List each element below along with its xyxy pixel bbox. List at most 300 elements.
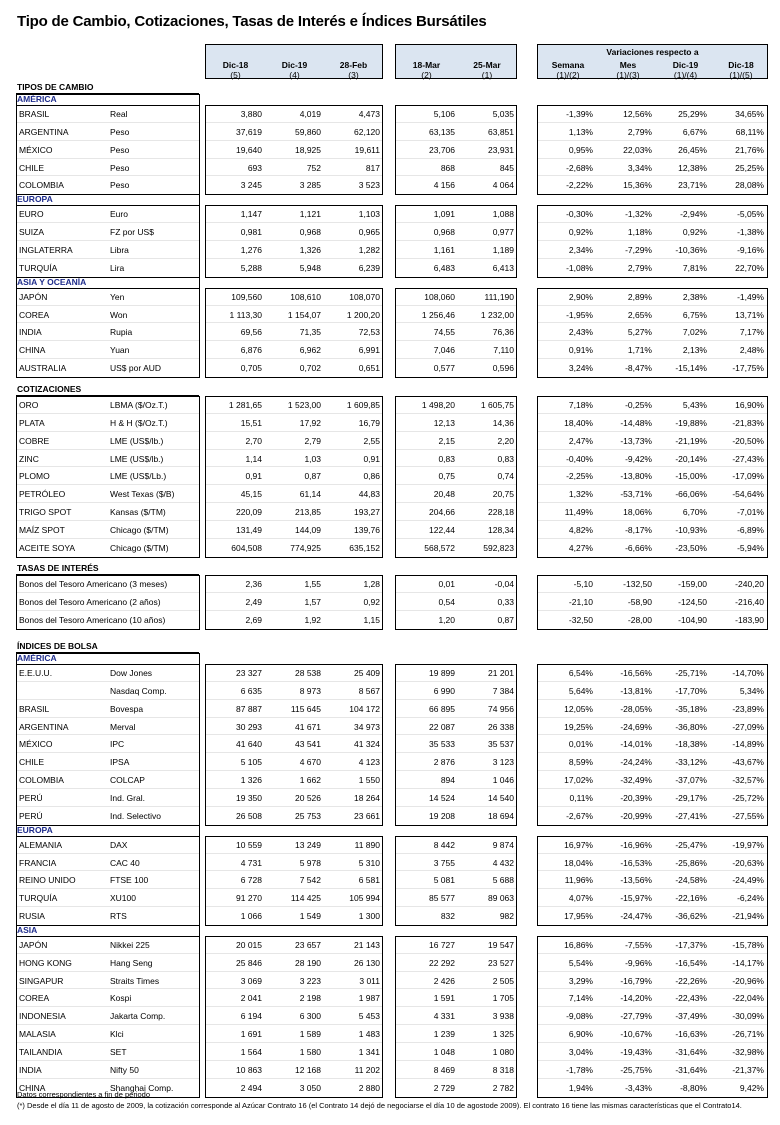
row-value: 4 064 [492,180,514,191]
row-value: -25,47% [675,839,707,850]
var-col-sub: (1)/(5) [729,70,753,80]
row-unit: LME (US$/lb.) [110,435,164,446]
row-value: -3,43% [625,1082,652,1093]
row-name: CHINA [19,345,46,356]
row-value: 25 409 [354,668,380,678]
row-value: -6,66% [625,542,652,553]
row-unit: Nikkei 225 [110,939,150,950]
row-value: 1,121 [299,209,321,220]
row-value: 2,90% [568,291,593,302]
var-col-label: Dic-19 [672,60,699,70]
var-col-sub: (1)/(4) [673,70,698,80]
row-value: 12,56% [623,109,652,119]
row-value: -5,05% [737,209,764,220]
row-value: -30,09% [732,1011,764,1022]
row-value: -5,10 [573,579,593,589]
row-value: 6 300 [299,1011,321,1022]
group-title: ASIA Y OCEANÍA [17,276,87,287]
row-unit: DAX [110,839,128,850]
row-value: 1,20 [438,614,455,625]
row-value: 1 200,20 [346,309,380,320]
row-name: MÉXICO [19,739,53,750]
row-value: 15,36% [623,180,652,191]
row-value: -20,99% [620,810,652,821]
row-value: -19,97% [732,839,764,850]
row-value: 193,27 [354,507,380,518]
row-value: 3 755 [433,857,455,868]
row-value: 2,15 [438,435,455,446]
row-value: 0,92% [568,227,593,238]
row-value: 1 605,75 [480,400,514,410]
group-frame [16,575,200,630]
row-value: -21,37% [732,1064,764,1075]
row-value: 34 973 [354,721,380,732]
row-value: 6 990 [433,685,455,696]
row-value: -15,97% [620,893,652,904]
row-value: 16,79 [358,417,380,428]
row-value: 2,36 [245,579,262,589]
row-value: 25 846 [236,957,262,968]
row-value: 18,40% [564,417,593,428]
row-value: 0,965 [358,227,380,238]
group-frame [16,664,200,826]
row-value: 4,82% [568,524,593,535]
group-frame [537,288,768,378]
row-value: -9,42% [625,453,652,464]
row-name: CHINA [19,1082,46,1093]
row-value: 12,13 [433,417,455,428]
row-value: -13,56% [620,875,652,886]
row-unit: Libra [110,244,129,255]
header-recent [395,44,517,79]
group-frame [205,288,383,378]
row-unit: LME (US$/lb.) [110,453,164,464]
row-value: -16,53% [620,857,652,868]
row-value: -22,43% [675,993,707,1004]
row-value: 8 567 [358,685,380,696]
row-value: 1 483 [358,1029,380,1040]
header-col-sub: (3) [348,70,359,80]
row-value: 8 442 [433,839,455,850]
row-value: -7,01% [737,507,764,518]
row-name: Bonos del Tesoro Americano (10 años) [19,614,166,625]
row-unit: XU100 [110,893,136,904]
group-frame [16,105,200,195]
row-name: ARGENTINA [19,126,69,137]
row-value: -2,94% [680,209,707,220]
row-value: 604,508 [231,542,262,553]
row-value: 5 978 [299,857,321,868]
row-value: -16,79% [620,975,652,986]
row-value: 23,931 [488,144,514,155]
row-value: 832 [440,911,455,922]
row-value: 0,74 [497,471,514,482]
row-value: 1,15 [363,614,380,625]
row-value: 41 640 [236,739,262,750]
row-value: 982 [499,911,514,922]
row-value: -10,93% [675,524,707,535]
row-value: 3 050 [299,1082,321,1093]
row-value: 12,05% [564,703,593,714]
row-value: 0,01% [568,739,593,750]
row-value: 1 326 [240,775,262,786]
row-value: -23,89% [732,703,764,714]
row-value: -7,29% [625,244,652,255]
row-value: 87 887 [236,703,262,714]
row-value: 0,11% [569,792,593,803]
row-value: -19,43% [620,1047,652,1057]
row-value: 19 547 [488,939,514,950]
row-value: 0,83 [497,453,514,464]
row-value: -14,48% [620,417,652,428]
row-value: 5,34% [739,685,764,696]
row-value: 7,18% [568,400,593,410]
row-value: 1 256,46 [421,309,455,320]
row-value: 28 190 [295,957,321,968]
row-value: -1,32% [625,209,652,220]
row-value: -2,22% [566,180,593,191]
row-name: PETRÓLEO [19,489,66,500]
row-value: -0,04 [494,579,514,589]
row-value: 2,79% [627,126,652,137]
row-value: 0,577 [433,363,455,374]
group-title-frame [16,277,200,289]
row-value: -2,67% [566,810,593,821]
row-value: 108,070 [349,291,380,302]
row-value: -33,12% [675,757,707,768]
row-value: -21,94% [732,911,764,922]
group-title: ASIA [17,924,38,935]
footnote-2: (*) Desde el día 11 de agosto de 2009, la cotización corresponde al Azúcar Contrato 16 (el Contrato 14 dejó de negociarse el día 10 de agostode 2009). El contrato 16 tiene las mismas características que el Contrato14. [17,1101,742,1110]
row-value: 3 245 [240,180,262,191]
row-value: 1,14 [245,453,262,464]
row-value: -1,78% [566,1064,593,1075]
row-value: 1 987 [358,993,380,1004]
row-value: 0,702 [299,363,321,374]
row-value: 1 705 [492,993,514,1004]
row-value: -27,79% [620,1011,652,1022]
group-frame [537,664,768,826]
row-value: 2 876 [433,757,455,768]
header-col-sub: (5) [230,70,241,80]
row-value: 1 341 [358,1047,380,1057]
row-value: 1 523,00 [287,400,321,410]
row-value: 17,92 [299,417,321,428]
row-value: 2 426 [433,975,455,986]
row-value: 104 172 [349,703,380,714]
row-name: Bonos del Tesoro Americano (3 meses) [19,579,168,589]
row-unit: Ind. Selectivo [110,810,162,821]
row-unit: Lira [110,262,125,273]
row-unit: LBMA ($/Oz.T.) [110,400,168,410]
row-value: -13,73% [620,435,652,446]
row-value: 62,120 [354,126,380,137]
row-value: 0,01 [438,579,455,589]
row-value: 7,046 [433,345,455,356]
header-col-3 [324,45,383,80]
row-value: -24,69% [620,721,652,732]
row-value: 4 123 [358,757,380,768]
row-value: -32,98% [732,1047,764,1057]
row-unit: Dow Jones [110,668,153,678]
row-value: 1,276 [240,244,262,255]
row-value: 63,851 [488,126,514,137]
var-col-label: Semana [551,60,585,70]
row-value: 2,20 [497,435,514,446]
row-name: PERÚ [19,792,43,803]
row-value: 18 694 [488,810,514,821]
header-col-4 [396,45,457,80]
header-variations [537,44,768,79]
row-value: -23,50% [675,542,707,553]
row-value: 19,611 [354,144,380,155]
row-value: 0,87 [304,471,321,482]
row-name: COLOMBIA [19,180,64,191]
row-value: 2 729 [433,1082,455,1093]
row-value: 817 [365,162,380,173]
row-value: -0,25% [625,400,652,410]
row-value: -183,90 [735,614,764,625]
row-value: 774,925 [290,542,321,553]
row-value: 11,49% [564,507,593,518]
row-unit: CAC 40 [110,857,140,868]
row-unit: Yen [110,291,125,302]
row-value: 5,106 [433,109,455,119]
row-value: 8 318 [492,1064,514,1075]
row-value: 2,70 [245,435,262,446]
row-value: -25,75% [620,1064,652,1075]
row-value: 1 609,85 [346,400,380,410]
row-unit: IPSA [110,757,130,768]
row-value: 6,413 [492,262,514,273]
row-name: ACEITE SOYA [19,542,76,553]
row-value: -5,94% [737,542,764,553]
row-value: 7,17% [739,327,764,338]
group-frame [205,936,383,1098]
row-value: -2,68% [566,162,593,173]
row-value: 2 198 [299,993,321,1004]
row-value: 5 081 [433,875,455,886]
row-value: 0,83 [438,453,455,464]
row-value: 4,473 [358,109,380,119]
row-value: 37,619 [236,126,262,137]
row-value: -36,80% [675,721,707,732]
row-value: 1 080 [492,1047,514,1057]
row-value: 6,876 [240,345,262,356]
row-value: 1 113,30 [229,309,262,320]
group-frame [205,575,383,630]
row-value: 11,96% [564,875,593,886]
group-title-frame [16,925,200,937]
row-name: SUIZA [19,227,45,238]
row-value: 17,95% [564,911,593,922]
row-value: 115 645 [290,703,321,714]
row-value: 1 691 [240,1029,262,1040]
row-value: 7,110 [493,345,514,356]
row-value: 16 727 [429,939,455,950]
group-title-frame [16,825,200,837]
row-value: 1 662 [299,775,321,786]
row-value: -7,55% [625,939,652,950]
row-unit: Kansas ($/TM) [110,507,166,518]
row-value: 128,34 [488,524,514,535]
var-col-3 [658,45,713,80]
row-value: 5 310 [358,857,380,868]
row-value: -27,43% [732,453,764,464]
row-value: 2 041 [240,993,262,1004]
group-frame [16,205,200,277]
row-value: 0,86 [363,471,380,482]
row-unit: Bovespa [110,703,144,714]
row-value: -35,18% [675,703,707,714]
row-value: 1,55 [304,579,321,589]
footnote-1: Datos correspondientes a fin de periodo [17,1090,151,1099]
row-value: -16,63% [675,1029,707,1040]
row-value: 5 105 [240,757,262,768]
row-name: COREA [19,309,50,320]
row-value: 2,55 [363,435,380,446]
row-value: 22,03% [623,144,652,155]
row-value: 23 661 [354,810,380,821]
row-value: -17,70% [675,685,707,696]
row-value: 3,34% [627,162,652,173]
row-unit: Yuan [110,345,130,356]
row-value: 15,51 [240,417,262,428]
row-value: 868 [440,162,455,173]
row-value: 1 154,07 [287,309,321,320]
header-col-sub: (1) [481,70,493,80]
row-name: INGLATERRA [19,244,73,255]
row-name: ALEMANIA [19,839,62,850]
row-value: 3 069 [240,975,262,986]
row-value: 4,27% [568,542,593,553]
row-unit: SET [110,1047,127,1057]
row-value: 23,71% [678,180,707,191]
row-value: 16,86% [564,939,593,950]
row-name: COREA [19,993,50,1004]
row-value: 0,87 [497,614,514,625]
row-value: 3,29% [568,975,593,986]
row-value: 105 994 [349,893,380,904]
row-value: -1,49% [737,291,764,302]
row-value: 3 285 [299,180,321,191]
row-value: 1,94% [568,1082,593,1093]
row-value: 8 469 [433,1064,455,1075]
row-name: PLOMO [19,471,50,482]
row-value: 19 899 [429,668,455,678]
row-value: 1 591 [433,993,455,1004]
row-value: -53,71% [620,489,652,500]
row-value: 13,71% [735,309,764,320]
row-value: 1,088 [492,209,514,220]
row-value: 26,45% [678,144,707,155]
row-value: -19,88% [675,417,707,428]
group-frame [205,664,383,826]
row-value: -15,14% [675,363,707,374]
row-value: 74 956 [488,703,514,714]
row-unit: LME (US$/Lb.) [110,471,167,482]
row-value: -27,41% [675,810,707,821]
row-value: 6,239 [358,262,380,273]
row-value: 14 540 [488,792,514,803]
row-value: 0,977 [492,227,514,238]
row-value: 26 508 [236,810,262,821]
row-value: 1 564 [240,1047,262,1057]
row-unit: Klci [110,1029,124,1040]
row-value: 1,282 [358,244,380,255]
row-value: 30 293 [236,721,262,732]
row-unit: Euro [110,209,128,220]
row-value: 1 300 [358,911,380,922]
row-unit: Merval [110,721,136,732]
row-value: 2 494 [240,1082,262,1093]
var-col-4 [713,45,769,80]
row-value: -20,14% [675,453,707,464]
row-name: TRIGO SPOT [19,507,72,518]
row-value: 1,71% [627,345,652,356]
row-value: -13,81% [620,685,652,696]
row-name: COLOMBIA [19,775,64,786]
row-value: 28 538 [295,668,321,678]
row-value: 3 938 [492,1011,514,1022]
section-title: COTIZACIONES [17,384,82,394]
row-unit: Peso [110,180,130,191]
row-value: 2 505 [492,975,514,986]
row-value: 18,04% [564,857,593,868]
row-value: 8 973 [299,685,321,696]
row-name: BRASIL [19,109,50,119]
row-value: 16,90% [735,400,764,410]
row-value: -2,25% [566,471,593,482]
row-value: -6,24% [737,893,764,904]
row-unit: Peso [110,126,130,137]
group-title: AMÉRICA [17,94,57,104]
row-value: 4 331 [433,1011,455,1022]
var-col-sub: (1)/(2) [556,70,580,80]
row-value: 894 [440,775,455,786]
row-value: -20,63% [732,857,764,868]
row-value: 25,25% [735,162,764,173]
row-value: -240,20 [735,579,764,589]
row-value: 1,147 [240,209,262,220]
row-value: 68,11% [735,126,764,137]
header-col-label: Dic-18 [222,60,249,70]
row-value: 63,135 [429,126,455,137]
row-name: INDIA [19,1064,42,1075]
row-value: 1,92 [304,614,321,625]
row-value: 23 327 [236,668,262,678]
row-value: 1,13% [568,126,593,137]
row-value: -6,89% [737,524,764,535]
row-value: 1 549 [299,911,321,922]
row-value: 2 782 [492,1082,514,1093]
row-value: 6,90% [568,1029,593,1040]
row-value: 85 577 [429,893,455,904]
row-value: -20,50% [732,435,764,446]
row-value: 1,28 [363,579,380,589]
row-value: 17,02% [564,775,593,786]
row-value: 2,38% [682,291,707,302]
row-value: 0,968 [299,227,321,238]
row-value: 22 087 [429,721,455,732]
row-value: -37,49% [675,1011,707,1022]
row-unit: Jakarta Comp. [110,1011,166,1022]
row-value: 213,85 [295,507,321,518]
row-value: 14,36 [492,417,514,428]
row-value: -18,38% [675,739,707,750]
row-value: -216,40 [735,596,764,607]
row-value: -14,20% [620,993,652,1004]
